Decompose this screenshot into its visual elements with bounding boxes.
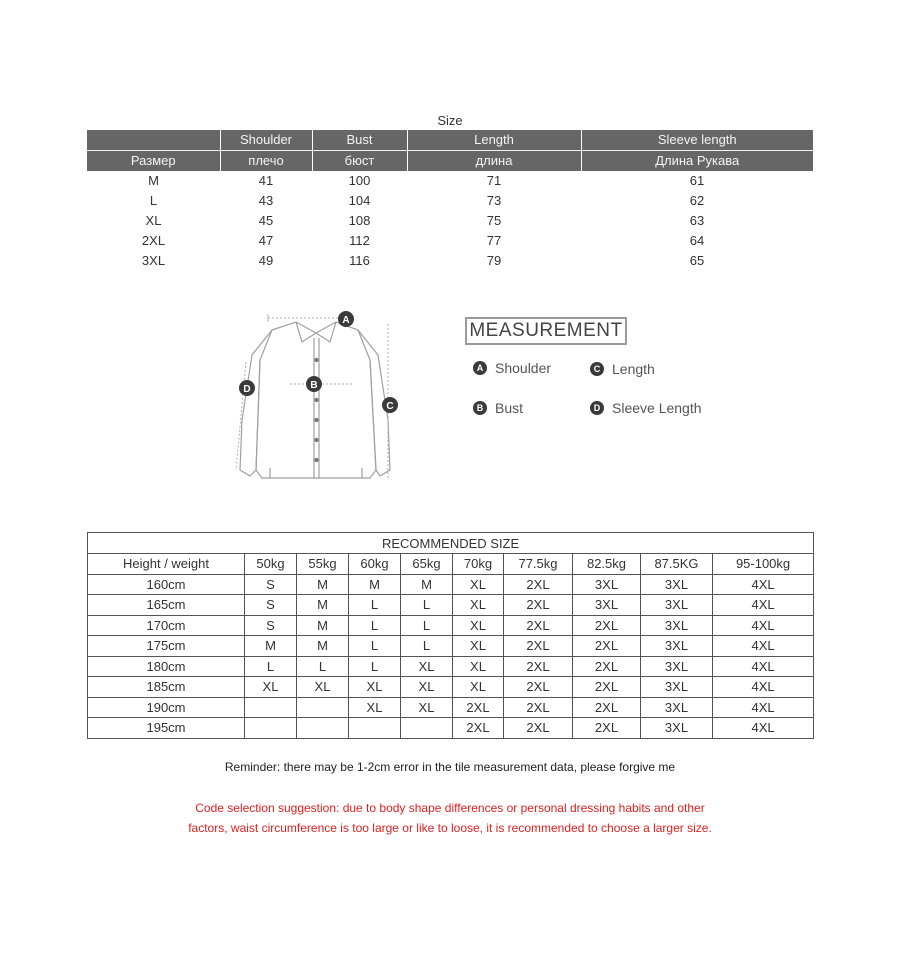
recommended-row-cell: 2XL xyxy=(453,697,504,718)
recommended-header-cell: 95-100kg xyxy=(713,554,814,575)
recommended-row-cell xyxy=(401,718,453,739)
recommended-row-cell: XL xyxy=(401,697,453,718)
recommended-row xyxy=(88,574,814,595)
size-header-ru xyxy=(87,151,813,172)
recommended-row xyxy=(88,697,814,718)
size-row-cell: 63 xyxy=(689,213,705,228)
reminder-note: Reminder: there may be 1-2cm error in the tile measurement data, please forgive me xyxy=(224,760,676,774)
recommended-row-cell: 2XL xyxy=(504,656,573,677)
size-header-ru-cell: бюст xyxy=(312,151,407,172)
recommended-row-cell: 175cm xyxy=(88,636,245,657)
size-header-en-cell: Shoulder xyxy=(220,130,312,151)
recommended-row-cell: 4XL xyxy=(713,595,814,616)
recommended-row-cell: M xyxy=(297,595,349,616)
size-row xyxy=(87,191,813,211)
recommended-row-cell: XL xyxy=(297,677,349,698)
recommended-row-cell: 3XL xyxy=(641,656,713,677)
recommended-row-cell: 170cm xyxy=(88,615,245,636)
recommended-row-cell: XL xyxy=(453,636,504,657)
size-header-en-cell xyxy=(87,130,220,151)
recommended-header-cell: 55kg xyxy=(297,554,349,575)
recommended-size-table xyxy=(87,532,814,739)
recommended-row-cell: XL xyxy=(453,574,504,595)
recommended-row-cell: L xyxy=(349,636,401,657)
legend-badge-a: A xyxy=(473,361,487,375)
size-row-cell: 108 xyxy=(348,213,371,228)
recommended-row-cell: 165cm xyxy=(88,595,245,616)
size-chart-table xyxy=(87,130,813,271)
recommended-header xyxy=(88,554,814,575)
size-row-cell: 65 xyxy=(689,253,705,268)
recommended-row-cell: M xyxy=(401,574,453,595)
size-header-ru-cell: длина xyxy=(407,151,581,172)
marker-a-letter: A xyxy=(342,315,350,326)
legend-label-sleeve-length: Sleeve Length xyxy=(612,400,702,416)
shirt-buttons xyxy=(314,358,318,462)
recommended-row-cell: 2XL xyxy=(504,677,573,698)
recommended-row-cell: 185cm xyxy=(88,677,245,698)
recommended-title: RECOMMENDED SIZE xyxy=(88,533,814,554)
size-row-cell: 77 xyxy=(486,233,502,248)
size-header-en-cell: Bust xyxy=(312,130,407,151)
size-row-cell: 112 xyxy=(349,233,370,248)
recommended-row-cell: L xyxy=(401,595,453,616)
recommended-row-cell: XL xyxy=(401,656,453,677)
recommended-row-cell: 2XL xyxy=(504,718,573,739)
recommended-row-cell: S xyxy=(245,574,297,595)
recommended-row-cell: 4XL xyxy=(713,574,814,595)
size-row-cell: 116 xyxy=(349,253,370,268)
recommended-row-cell: 3XL xyxy=(641,595,713,616)
recommended-row-cell: M xyxy=(349,574,401,595)
recommended-row-cell xyxy=(349,718,401,739)
legend-badge-b: B xyxy=(473,401,487,415)
marker-d-letter: D xyxy=(243,384,251,395)
recommended-row-cell: M xyxy=(297,615,349,636)
recommended-row xyxy=(88,656,814,677)
recommended-row-cell: 3XL xyxy=(641,697,713,718)
recommended-row-cell: 2XL xyxy=(573,656,641,677)
recommended-row-cell: 4XL xyxy=(713,697,814,718)
size-row-cell: 100 xyxy=(348,173,371,188)
legend-label-length: Length xyxy=(612,361,655,377)
recommended-row-cell: 2XL xyxy=(573,615,641,636)
marker-c xyxy=(382,397,398,413)
marker-b xyxy=(306,376,322,392)
size-row-cell: 61 xyxy=(689,173,705,188)
recommended-row-cell: L xyxy=(349,656,401,677)
recommended-row-cell: 3XL xyxy=(641,615,713,636)
recommended-row-cell: 4XL xyxy=(713,677,814,698)
size-row-cell: 73 xyxy=(486,193,502,208)
recommended-row-cell: 160cm xyxy=(88,574,245,595)
size-header-ru-cell: Размер xyxy=(87,151,220,172)
recommended-row-cell xyxy=(297,718,349,739)
recommended-row-cell: M xyxy=(297,574,349,595)
recommended-row-cell: L xyxy=(349,615,401,636)
size-row xyxy=(87,211,813,231)
recommended-row-cell: 3XL xyxy=(641,718,713,739)
recommended-row-cell: XL xyxy=(453,656,504,677)
size-row xyxy=(87,251,813,271)
recommended-row-cell: 4XL xyxy=(713,656,814,677)
recommended-header-cell: 65kg xyxy=(401,554,453,575)
recommended-row-cell: 4XL xyxy=(713,718,814,739)
recommended-row xyxy=(88,615,814,636)
recommended-header-cell: 70kg xyxy=(453,554,504,575)
size-row xyxy=(87,171,813,191)
recommended-header-cell: 77.5kg xyxy=(504,554,573,575)
recommended-row-cell: L xyxy=(401,636,453,657)
recommended-row-cell xyxy=(245,697,297,718)
recommended-header-cell: 50kg xyxy=(245,554,297,575)
recommended-header-cell: Height / weight xyxy=(88,554,245,575)
suggestion-line-1: Code selection suggestion: due to body shape differences or personal dressing habits and other xyxy=(195,801,705,815)
recommended-row-cell: XL xyxy=(245,677,297,698)
recommended-row-cell: 4XL xyxy=(713,615,814,636)
legend-length xyxy=(590,361,655,377)
recommended-row-cell: 2XL xyxy=(573,718,641,739)
size-row-cell: 43 xyxy=(258,193,274,208)
recommended-row-cell: M xyxy=(297,636,349,657)
recommended-row xyxy=(88,677,814,698)
size-row-cell: 64 xyxy=(689,233,705,248)
legend-badge-d: D xyxy=(590,401,604,415)
legend-shoulder xyxy=(473,360,551,376)
size-row-cell: 41 xyxy=(258,173,274,188)
recommended-row-cell: 4XL xyxy=(713,636,814,657)
size-chart-title: Size xyxy=(437,113,463,128)
recommended-row-cell: L xyxy=(297,656,349,677)
recommended-row-cell: 195cm xyxy=(88,718,245,739)
size-row-cell: 104 xyxy=(348,193,371,208)
recommended-row-cell: S xyxy=(245,595,297,616)
recommended-row-cell: XL xyxy=(453,677,504,698)
recommended-row-cell: L xyxy=(401,615,453,636)
size-row-cell: 62 xyxy=(689,193,705,208)
marker-c-letter: C xyxy=(386,401,394,412)
size-row-cell: 47 xyxy=(258,233,274,248)
recommended-row-cell: 2XL xyxy=(573,697,641,718)
size-header-ru-cell: плечо xyxy=(220,151,312,172)
size-row-cell: XL xyxy=(145,213,162,228)
recommended-row-cell: 2XL xyxy=(573,677,641,698)
recommended-row-cell: M xyxy=(245,636,297,657)
recommended-row xyxy=(88,595,814,616)
size-header-en-cell: Sleeve length xyxy=(581,130,813,151)
recommended-row-cell: 2XL xyxy=(504,636,573,657)
legend-badge-c: C xyxy=(590,362,604,376)
legend-sleeve-length xyxy=(590,400,702,416)
size-row-cell: 45 xyxy=(258,213,274,228)
size-header-en xyxy=(87,130,813,151)
size-row-cell: 79 xyxy=(486,253,502,268)
recommended-row-cell: 190cm xyxy=(88,697,245,718)
recommended-row-cell: 2XL xyxy=(504,615,573,636)
size-row-cell: 2XL xyxy=(141,233,166,248)
shirt-measurement-diagram xyxy=(230,300,410,500)
recommended-row-cell: XL xyxy=(401,677,453,698)
recommended-row-cell: 2XL xyxy=(453,718,504,739)
recommended-header-cell: 87.5KG xyxy=(641,554,713,575)
recommended-row-cell: XL xyxy=(349,677,401,698)
recommended-row-cell: 2XL xyxy=(504,595,573,616)
recommended-row-cell: 3XL xyxy=(641,677,713,698)
size-row-cell: L xyxy=(149,193,158,208)
recommended-row-cell: 2XL xyxy=(504,574,573,595)
legend-label-shoulder: Shoulder xyxy=(495,360,552,376)
recommended-row-cell: XL xyxy=(453,595,504,616)
recommended-header-cell: 82.5kg xyxy=(573,554,641,575)
recommended-row-cell: L xyxy=(349,595,401,616)
marker-a xyxy=(338,311,354,327)
marker-d xyxy=(239,380,255,396)
size-row-cell: 71 xyxy=(486,173,502,188)
size-row xyxy=(87,231,813,251)
recommended-row-cell: 2XL xyxy=(573,636,641,657)
recommended-row-cell: 3XL xyxy=(641,636,713,657)
size-row-cell: 75 xyxy=(486,213,502,228)
recommended-row-cell: 180cm xyxy=(88,656,245,677)
recommended-row xyxy=(88,718,814,739)
size-row-cell: 3XL xyxy=(141,253,166,268)
legend-bust xyxy=(473,400,523,416)
recommended-row-cell xyxy=(297,697,349,718)
suggestion-line-2: factors, waist circumference is too large or like to loose, it is recommended to choose a larger size. xyxy=(188,821,712,835)
measurement-title: MEASUREMENT xyxy=(465,317,627,345)
recommended-header-cell: 60kg xyxy=(349,554,401,575)
recommended-row-cell: XL xyxy=(453,615,504,636)
recommended-row-cell: 2XL xyxy=(504,697,573,718)
recommended-row-cell: 3XL xyxy=(641,574,713,595)
recommended-row-cell: 3XL xyxy=(573,574,641,595)
legend-label-bust: Bust xyxy=(495,400,524,416)
recommended-row-cell: L xyxy=(245,656,297,677)
size-row-cell: M xyxy=(148,173,159,188)
recommended-row-cell: S xyxy=(245,615,297,636)
marker-b-letter: B xyxy=(310,380,318,391)
recommended-row-cell: XL xyxy=(349,697,401,718)
size-header-ru-cell: Длина Рукава xyxy=(581,151,813,172)
recommended-row-cell: 3XL xyxy=(573,595,641,616)
recommended-row xyxy=(88,636,814,657)
recommended-row-cell xyxy=(245,718,297,739)
size-row-cell: 49 xyxy=(258,253,274,268)
size-header-en-cell: Length xyxy=(407,130,581,151)
size-suggestion-note xyxy=(170,798,730,838)
